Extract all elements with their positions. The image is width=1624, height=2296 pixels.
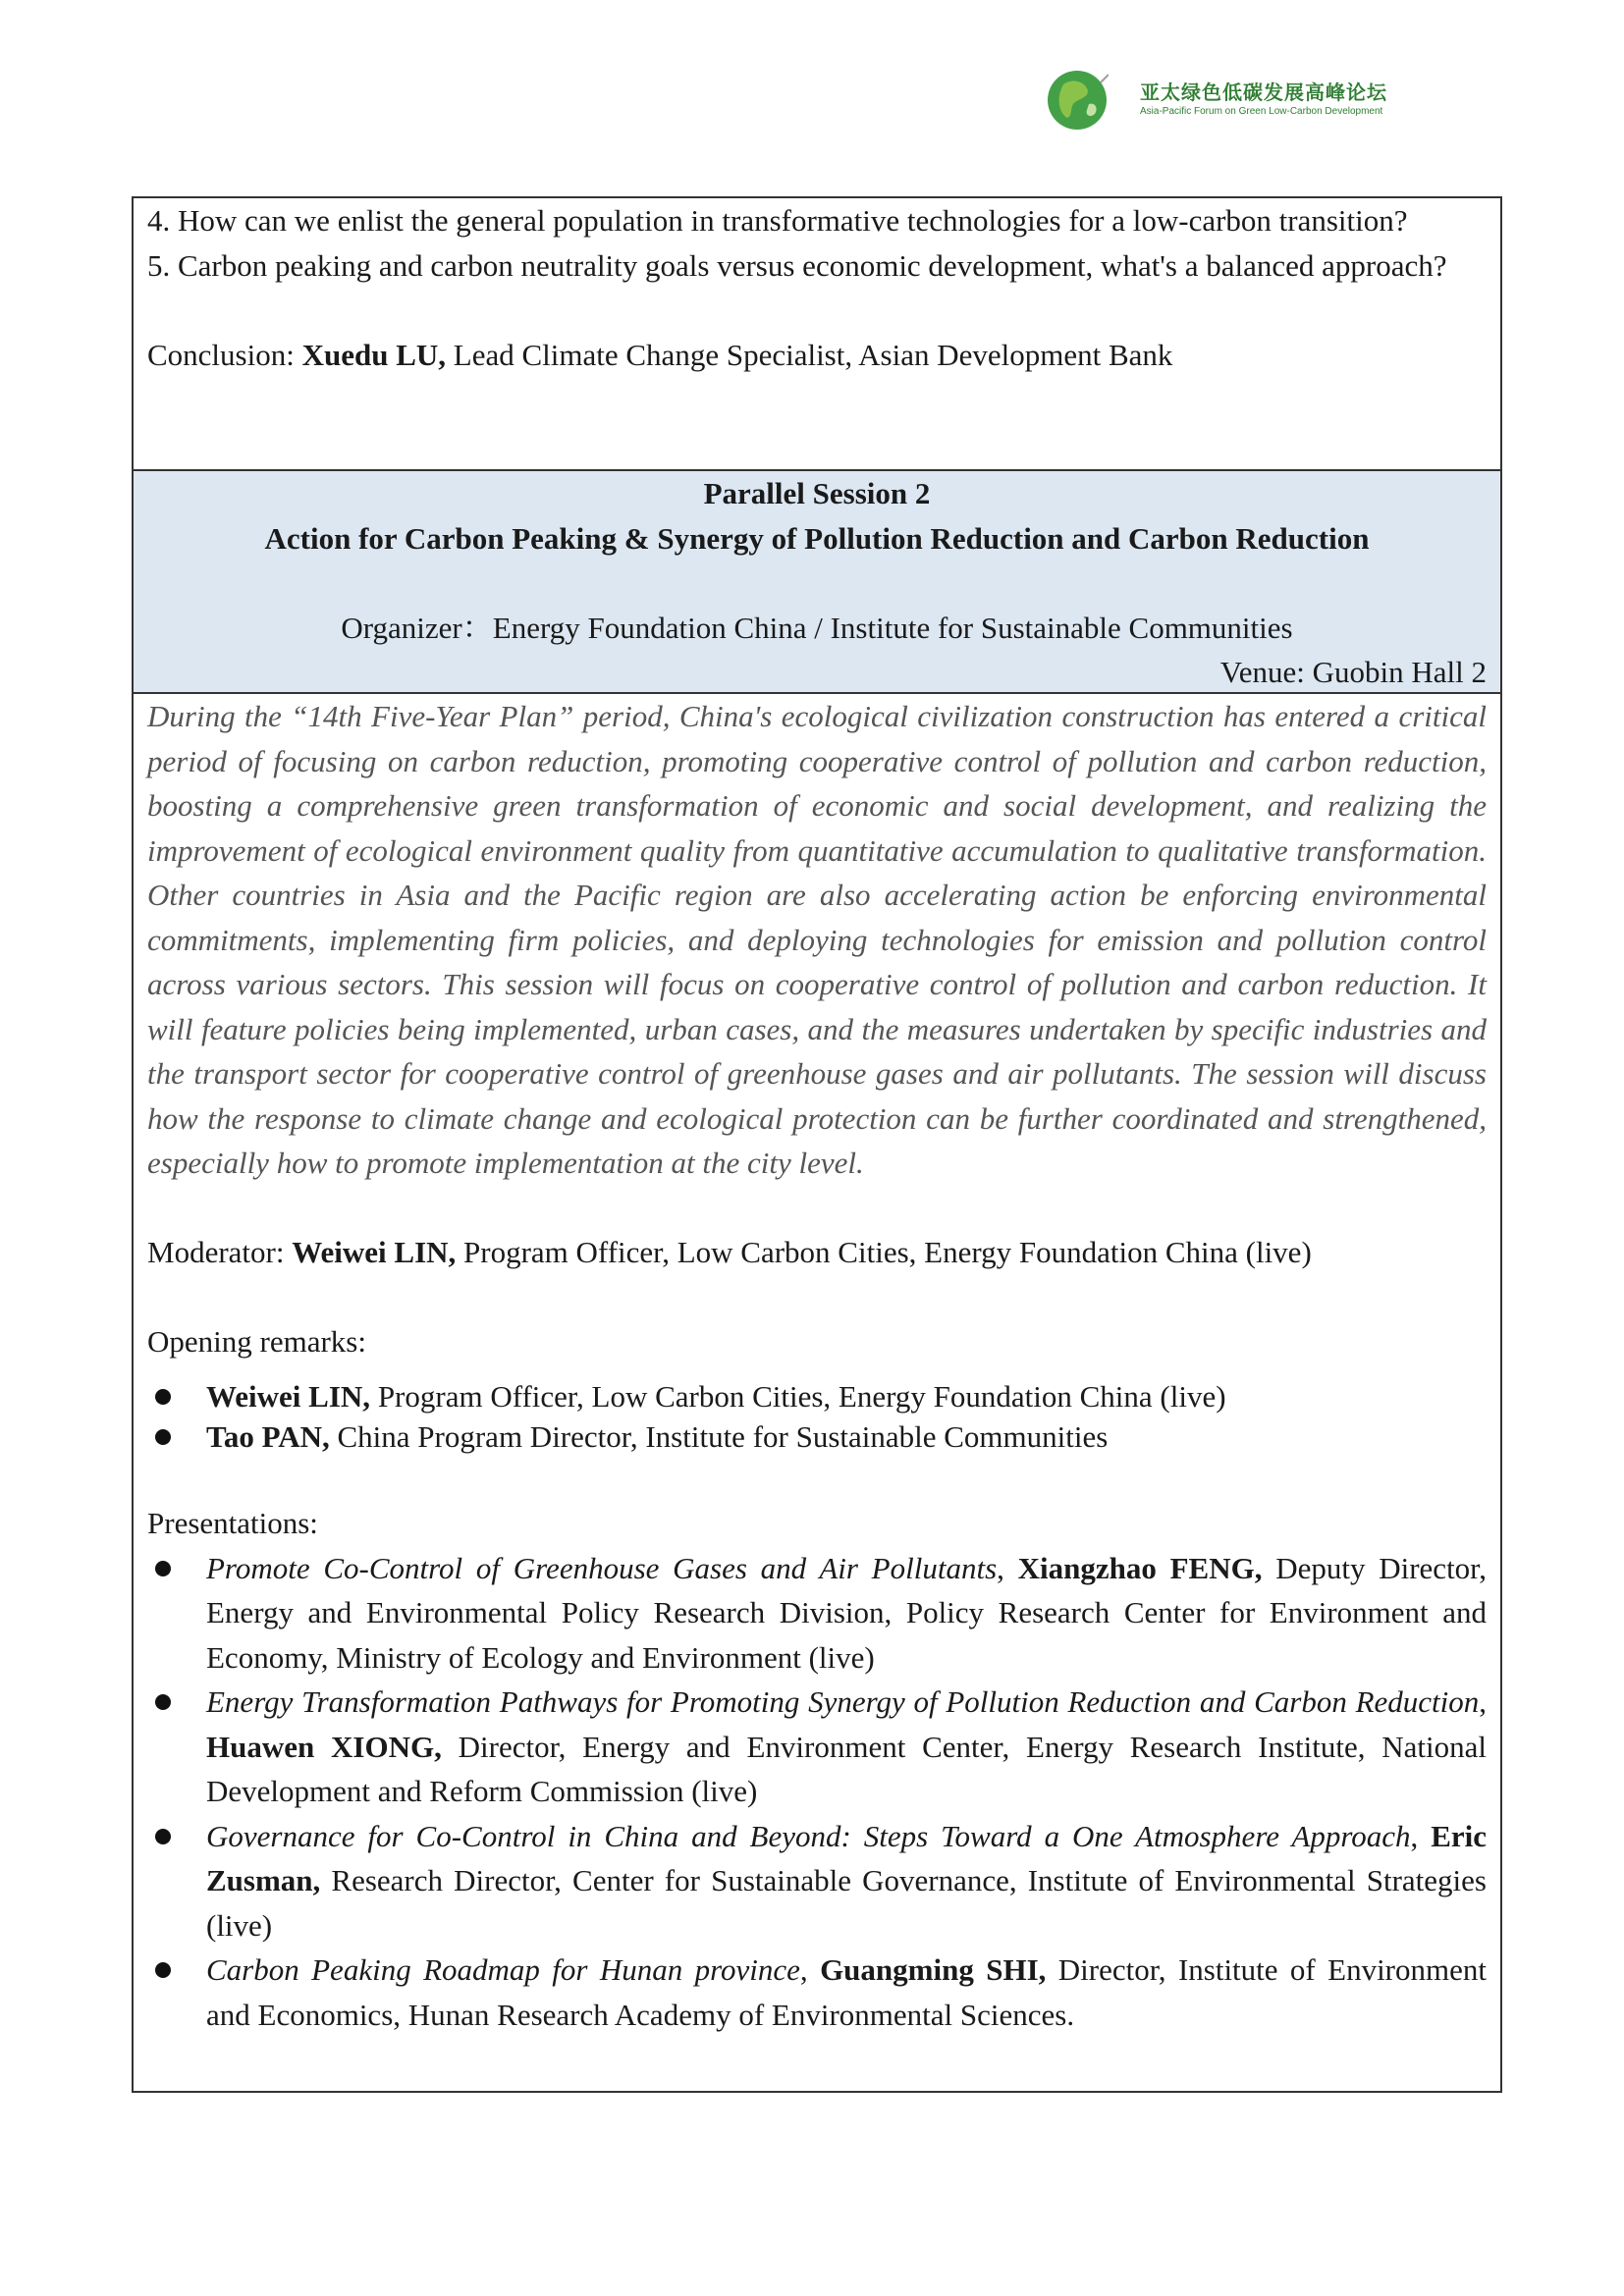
question-5: 5. Carbon peaking and carbon neutrality goals versus economic development, what's a balanced approach? <box>147 247 1447 283</box>
session-body-cell <box>134 694 1500 2091</box>
question-4: 4. How can we enlist the general population in transformative technologies for a low-carbon transition? <box>147 203 1408 238</box>
forum-logo <box>1046 67 1387 133</box>
moderator-line: Moderator: Weiwei LIN, Program Officer, Low Carbon Cities, Energy Foundation China (live) <box>147 1235 1312 1269</box>
conclusion-line <box>147 333 1487 378</box>
moderator-name: Weiwei LIN, <box>292 1235 457 1269</box>
list-item: Weiwei LIN, Program Officer, Low Carbon Cities, Energy Foundation China (live) <box>147 1376 1487 1416</box>
conclusion-speaker: Xuedu LU, <box>301 337 447 372</box>
globe-logo-icon <box>1046 69 1109 132</box>
list-item: Energy Transformation Pathways for Promoting Synergy of Pollution Reduction and Carbon Reduction, Huawen XIONG, Director, Energy and Environment Center, Energy Research Institute, National Development and Reform Commission (live) <box>147 1680 1487 1814</box>
list-item: Promote Co-Control of Greenhouse Gases and Air Pollutants, Xiangzhao FENG, Deputy Director, Energy and Environmental Policy Research Division, Policy Research Center for Environment and Economy, Ministry of Ecology and Environment (live) <box>147 1546 1487 1681</box>
presentations-list <box>147 1546 1487 2038</box>
list-item: Carbon Peaking Roadmap for Hunan province, Guangming SHI, Director, Institute of Environment and Economics, Hunan Research Academy of Environmental Sciences. <box>147 1948 1487 2037</box>
logo-english-text: Asia-Pacific Forum on Green Low-Carbon Development <box>1140 106 1383 117</box>
list-item: Tao PAN, China Program Director, Institute for Sustainable Communities <box>147 1416 1487 1457</box>
logo-chinese-text: 亚太绿色低碳发展高峰论坛 <box>1140 80 1387 104</box>
session-organizer: Organizer：Energy Foundation China / Institute for Sustainable Communities <box>341 610 1293 645</box>
session-venue: Venue: Guobin Hall 2 <box>1219 655 1487 689</box>
opening-remarks-label: Opening remarks: <box>147 1324 366 1359</box>
opening-remarks-list <box>147 1376 1487 1457</box>
questions-cell <box>134 198 1500 471</box>
session-title: Parallel Session 2 <box>703 476 931 510</box>
session-subtitle: Action for Carbon Peaking & Synergy of Pollution Reduction and Carbon Reduction <box>264 520 1370 556</box>
conclusion-label: Conclusion: <box>147 337 302 372</box>
program-table <box>132 196 1502 2093</box>
session-description: During the “14th Five-Year Plan” period, China's ecological civilization construction has entered a critical period of focusing on carbon reduction, promoting cooperative control of pollution and carbon reduction, boosting a comprehensive green transformation of economic and social development, and realizing the improvement of ecological environment quality from quantitative accumulation to qualitative transformation. Other countries in Asia and the Pacific region are also accelerating action be enforcing environmental commitments, implementing firm policies, and deploying technologies for emission and pollution control across various sectors. This session will focus on cooperative control of pollution and carbon reduction. It will feature policies being implemented, urban cases, and the measures undertaken by specific industries and the transport sector for cooperative control of greenhouse gases and air pollutants. The session will discuss how the response to climate change and ecological protection can be further coordinated and strengthened, especially how to promote implementation at the city level. <box>147 699 1487 1180</box>
presentations-label: Presentations: <box>147 1506 318 1540</box>
list-item: Governance for Co-Control in China and Beyond: Steps Toward a One Atmosphere Approach, Eric Zusman, Research Director, Center for Sustainable Governance, Institute of Environmental Strategies (live) <box>147 1814 1487 1949</box>
conclusion-affiliation: Lead Climate Change Specialist, Asian Development Bank <box>446 337 1173 372</box>
session-header-cell <box>134 471 1500 694</box>
